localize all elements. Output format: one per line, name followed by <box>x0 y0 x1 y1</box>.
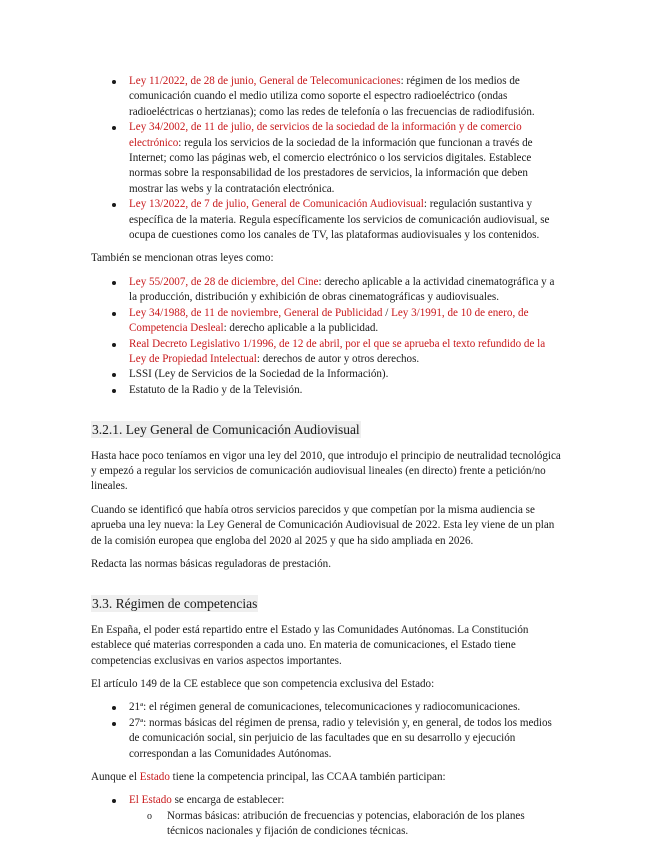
list-item: 27ª: normas básicas del régimen de prensa, radio y televisión y, en general, de todos los medios de comunicación social, sin perjuicio de las facultades que en su desarrollo y ejecución correspondan a las Comunidades Autónomas. <box>91 716 563 762</box>
laws-list <box>91 74 563 243</box>
list-item: Estatuto de la Radio y de la Televisión. <box>91 383 563 398</box>
paragraph: En España, el poder está repartido entre el Estado y las Comunidades Autónomas. La Constitución establece qué materias corresponden a cada uno. En materia de comunicaciones, el Estado tiene competencias exclusivas en varios aspectos importantes. <box>91 623 529 667</box>
section-heading-wrap <box>91 421 563 439</box>
estado-link[interactable]: Estado <box>139 771 170 784</box>
law-link[interactable]: Ley 13/2022, de 7 de julio, General de Comunicación Audiovisual <box>129 198 424 211</box>
text-run: Aunque el <box>91 771 140 784</box>
law-description: : regulación sustantiva y específica de la materia. Regula específicamente los servicios de comunicación audiovisual, se ocupa de cuestiones como los canales de TV, las plataformas audiovisuales y los contenidos. <box>129 198 550 242</box>
list-item: LSSI (Ley de Servicios de la Sociedad de la Información). <box>91 367 563 382</box>
law-link[interactable]: Ley 11/2022, de 28 de junio, General de Telecomunicaciones <box>129 75 401 87</box>
competences-list <box>91 700 563 762</box>
law-description: : derecho aplicable a la actividad cinematográfica y a la producción, distribución y exhibición de obras cinematográficas y audiovisuales. <box>129 275 555 304</box>
separator: / <box>382 306 392 319</box>
list-item <box>91 275 563 306</box>
list-item <box>91 306 563 337</box>
list-item <box>91 337 563 368</box>
estado-list <box>91 793 563 808</box>
text-run: tiene la competencia principal, las CCAA también participan: <box>169 771 446 784</box>
paragraph: Redacta las normas básicas reguladoras de prestación. <box>91 557 331 570</box>
list-item <box>91 74 563 120</box>
paragraph: Hasta hace poco teníamos en vigor una ley del 2010, que introdujo el principio de neutralidad tecnológica y empezó a regular los servicios de comunicación audiovisual lineales (en directo) frente a petición/no lineales. <box>91 449 561 493</box>
law-description: : derecho aplicable a la publicidad. <box>223 322 379 335</box>
paragraph: El artículo 149 de la CE establece que son competencia exclusiva del Estado: <box>91 678 435 690</box>
paragraph <box>91 770 563 785</box>
list-item <box>91 793 563 808</box>
list-item: 21ª: el régimen general de comunicaciones, telecomunicaciones y radiocomunicaciones. <box>91 700 563 715</box>
law-link[interactable]: Ley 3/1991, de 10 de enero, de Competencia Desleal <box>129 306 529 335</box>
law-link[interactable]: Ley 34/1988, de 11 de noviembre, General de Publicidad <box>129 306 383 319</box>
section-heading: 3.3. Régimen de competencias <box>92 596 258 612</box>
law-link[interactable]: Ley 34/2002, de 11 de julio, de servicios de la sociedad de la información y de comercio electrónico <box>129 121 522 149</box>
paragraph: También se mencionan otras leyes como: <box>91 252 274 265</box>
section-heading-wrap <box>91 595 563 613</box>
list-item <box>91 197 563 243</box>
law-description: : regula los servicios de la sociedad de la información que funcionan a través de Internet; como las páginas web, el comercio electrónico o los servicios digitales. Establece normas sobre la responsabilidad de los prestadores de servicios, la información que deben mostrar las webs y la contratación electrónica. <box>129 136 533 195</box>
list-item <box>91 120 563 197</box>
estado-sublist <box>91 809 563 840</box>
section-heading: 3.2.1. Ley General de Comunicación Audiovisual <box>92 422 360 438</box>
law-description: : régimen de los medios de comunicación cuando el medio utiliza como soporte el espectro radioeléctrico (ondas radioeléctricas o hertzianas); como las redes de telefonía o las frecuencias de radiodifusión. <box>129 75 535 118</box>
estado-link[interactable]: El Estado <box>129 794 172 807</box>
law-description: : derechos de autor y otros derechos. <box>256 352 420 365</box>
law-link[interactable]: Real Decreto Legislativo 1/1996, de 12 de abril, por el que se aprueba el texto refundido de la Ley de Propiedad Intelectual <box>129 337 546 365</box>
other-laws-list <box>91 275 563 398</box>
paragraph: Cuando se identificó que había otros servicios parecidos y que competían por la misma audiencia se aprueba una ley nueva: la Ley General de Comunicación Audiovisual de 2022. Esta ley viene de un plan de la comisión europea que engloba del 2020 al 2025 y que ha sido ampliada en 2026. <box>91 503 555 547</box>
law-link[interactable]: Ley 55/2007, de 28 de diciembre, del Cine <box>129 275 319 288</box>
text-run: se encarga de establecer: <box>171 794 285 807</box>
sub-list-item: o Normas básicas: atribución de frecuencias y potencias, elaboración de los planes técnicos nacionales y fijación de condiciones técnicas. <box>129 809 563 840</box>
